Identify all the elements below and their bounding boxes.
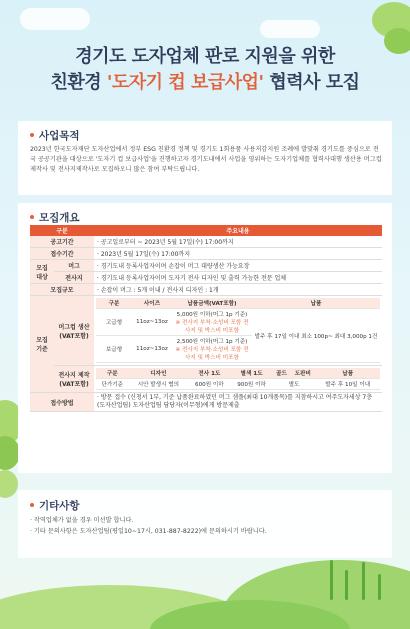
deadline-value: · 2023년 5월 17일(수) 17:00까지 bbox=[94, 248, 382, 260]
page-title-line1: 경기도 도자업체 판로 지원을 위한 bbox=[75, 46, 335, 67]
tree-decoration bbox=[0, 436, 20, 470]
table-row bbox=[30, 260, 382, 272]
title-highlight: '도자기 컵 보급사업' bbox=[106, 72, 264, 93]
mug-delivery: 발주 후 17일 이내 최소 100p~ 최대 3,000p 1건 bbox=[252, 309, 380, 363]
overview-table bbox=[30, 225, 382, 412]
scale-label: 모집규모 bbox=[30, 284, 94, 296]
overview-section bbox=[18, 203, 392, 473]
target-decal-value: · 경기도내 등록사업자이며 도자기 전사 디자인 및 출력 가능한 전문 업체 bbox=[94, 272, 382, 284]
deadline-label: 접수기간 bbox=[30, 248, 94, 260]
table-row bbox=[30, 284, 382, 296]
table-row bbox=[30, 236, 382, 248]
header-category: 구분 bbox=[30, 225, 94, 236]
table-row bbox=[30, 296, 382, 366]
table-row: 단가기준 시안 발생시 협의 600원 이하 900원 이하 별도 발주 후 10일 이내 bbox=[96, 379, 380, 390]
mug-subtable bbox=[96, 298, 380, 363]
scale-value: · 손잡이 머그 : 5개 이내 / 전사지 디자인 : 1개 bbox=[94, 284, 382, 296]
criteria-label: 모집 기준 bbox=[30, 296, 54, 393]
purpose-body: 2023년 한국도자재단 도자산업에서 정부 ESG 친환경 정책 및 경기도 1회용품 사용저감지원 조례에 발맞춰 경기도를 중심으로 전국 공공기관을 대상으로 '도자기 컵 보급사업'을 진행하고자 경기도내에서 사업을 영위하는 도자기업체를 협력사대행 생산용 머그컵제작사 및 전사지제작사로 모집하오니 많은 참여 부탁드립니다. bbox=[30, 146, 382, 173]
target-decal-label: 전사지 bbox=[54, 272, 94, 284]
table-row bbox=[30, 272, 382, 284]
page-title-line2: 친환경 '도자기 컵 보급사업' 협력사 모집 bbox=[50, 72, 360, 93]
etc-heading: 기타사항 bbox=[30, 498, 80, 513]
grass-decoration bbox=[330, 560, 333, 600]
header-content: 주요내용 bbox=[94, 225, 382, 236]
grass-decoration bbox=[345, 570, 348, 600]
subtable-header: 구분 디자인 전사 1도 별색 1도 골드 도판비 납품 bbox=[96, 368, 380, 379]
etc-line2: · 기타 문의사항은 도자산업팀(평일10~17시, 031-887-8222)에 문의하시기 바랍니다. bbox=[30, 528, 267, 535]
target-mug-label: 머그 bbox=[54, 260, 94, 272]
target-label: 모집 대상 bbox=[30, 260, 54, 284]
table-row bbox=[30, 248, 382, 260]
target-mug-value: · 경기도내 등록사업자이며 손잡이 머그 대량생산 가능요장 bbox=[94, 260, 382, 272]
table-row: 보급형 11oz~13oz 2,500원 이하(머그 1p 기준) ※ 전사지 부착·소성비 포함 전사지 및 박스비 미포함 bbox=[96, 336, 380, 363]
decal-label: 전사지 제작 (VAT포함) bbox=[54, 366, 94, 393]
period-label: 공고기간 bbox=[30, 236, 94, 248]
table-header bbox=[30, 225, 382, 236]
period-value: · 공고일로부터 ~ 2023년 5월 17일(수) 17:00까지 bbox=[94, 236, 382, 248]
table-row: 고급형 11oz~13oz 5,000원 이하(머그 1p 기준) ※ 전사지 부착·소성비 포함 전사지 및 박스비 미포함 발주 후 17일 이내 최소 100p~ 최대 3,000p 1건 bbox=[96, 309, 380, 336]
mug-label: 머그컵 생산 (VAT포함) bbox=[54, 296, 94, 366]
bullet-icon bbox=[30, 503, 34, 507]
bullet-icon bbox=[30, 133, 34, 137]
grass-decoration bbox=[362, 562, 365, 600]
etc-section bbox=[18, 490, 392, 558]
etc-line1: · 작역업체가 없을 경우 미선발 합니다. bbox=[30, 517, 134, 524]
subtable-header: 구분 사이즈 납품금액(VAT포함) 납품 bbox=[96, 298, 380, 309]
cloud bbox=[20, 8, 90, 30]
purpose-heading: 사업목적 bbox=[30, 128, 80, 143]
method-label: 접수방법 bbox=[30, 393, 94, 412]
table-row bbox=[30, 393, 382, 412]
cloud bbox=[260, 20, 320, 38]
overview-heading: 모집개요 bbox=[30, 210, 80, 225]
table-row bbox=[30, 366, 382, 393]
purpose-section bbox=[18, 121, 392, 195]
method-value: · 방문 접수 (신청서 1부, 기준 납품완료하였던 머그 샘플(최대 10개품목)를 지참하시고 여주도자세상 7층(도자산업팀) 도자산업팀 담당자(이무형)에게 방문제출 bbox=[94, 393, 382, 412]
decal-subtable bbox=[96, 368, 380, 390]
grass-decoration bbox=[378, 574, 381, 600]
tree-decoration bbox=[0, 470, 18, 498]
bullet-icon bbox=[30, 215, 34, 219]
